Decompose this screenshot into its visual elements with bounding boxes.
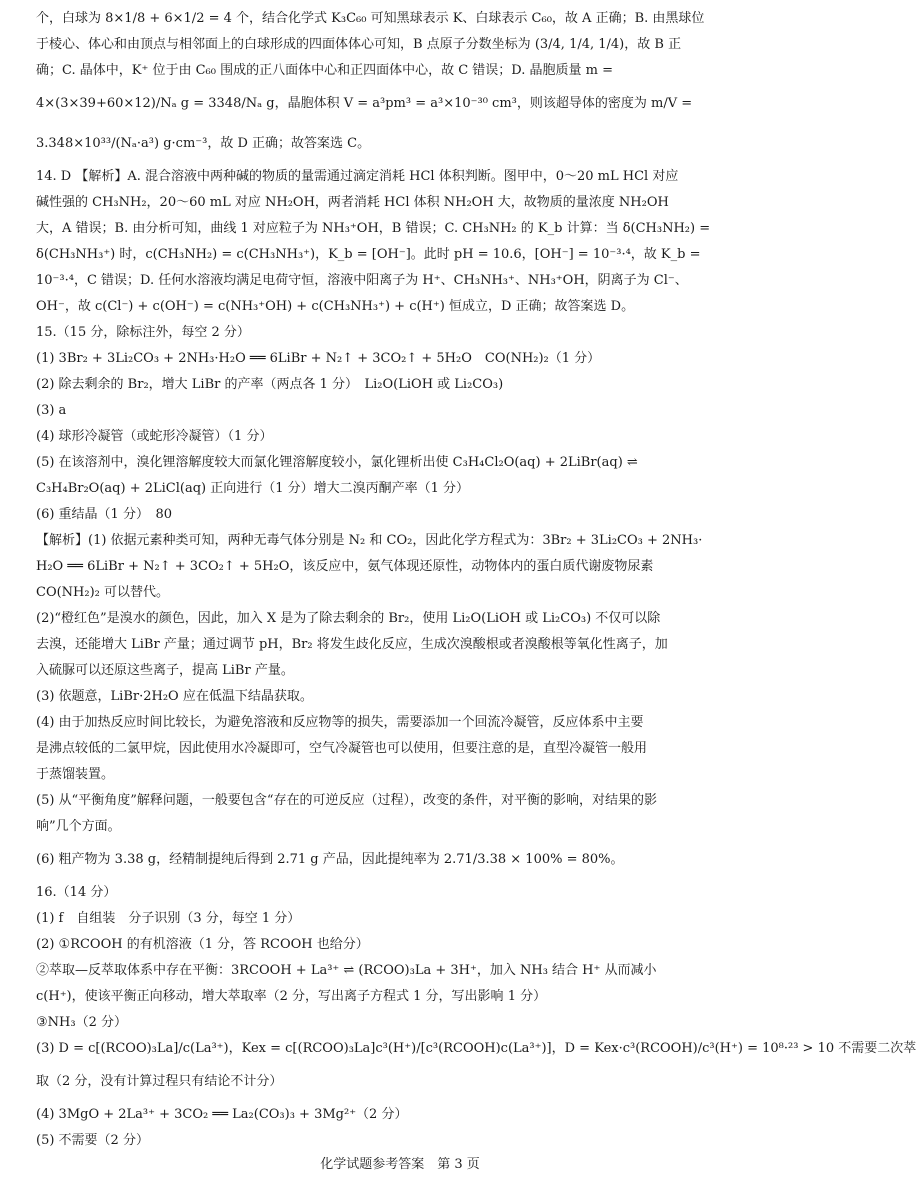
text-line: (2)“橙红色”是溴水的颜色，因此，加入 X 是为了除去剩余的 Br₂，使用 Li₂O(LiOH 或 Li₂CO₃) 不仅可以除 <box>36 611 661 626</box>
text-line: CO(NH₂)₂ 可以替代。 <box>36 585 170 600</box>
text-line: 14. D 【解析】A. 混合溶液中两种碱的物质的量需通过滴定消耗 HCl 体积判断。图甲中，0～20 mL HCl 对应 <box>36 169 679 184</box>
answer-text-block <box>36 6 916 1154</box>
text-line: (6) 重结晶（1 分） 80 <box>36 507 172 522</box>
text-line: 去溴，还能增大 LiBr 产量；通过调节 pH，Br₂ 将发生歧化反应，生成次溴酸根或者溴酸根等氧化性离子，加 <box>36 637 668 652</box>
text-line: (5) 在该溶剂中，溴化锂溶解度较大而氯化锂溶解度较小，氯化锂析出使 C₃H₄Cl₂O(aq) + 2LiBr(aq) ⇌ <box>36 455 638 470</box>
text-line: 是沸点较低的二氯甲烷，因此使用水冷凝即可，空气冷凝管也可以使用，但要注意的是，直型冷凝管一般用 <box>36 741 648 756</box>
text-line: ③NH₃（2 分） <box>36 1015 127 1030</box>
text-line: 响”几个方面。 <box>36 819 121 834</box>
text-line: (4) 由于加热反应时间比较长，为避免溶液和反应物等的损失，需要添加一个回流冷凝管，反应体系中主要 <box>36 715 644 730</box>
text-line: 【解析】(1) 依据元素种类可知，两种无毒气体分别是 N₂ 和 CO₂，因此化学方程式为：3Br₂ + 3Li₂CO₃ + 2NH₃· <box>36 533 703 548</box>
text-line: (4) 球形冷凝管（或蛇形冷凝管）（1 分） <box>36 429 273 444</box>
text-line: 大，A 错误；B. 由分析可知，曲线 1 对应粒子为 NH₃⁺OH，B 错误；C. CH₃NH₂ 的 K_b 计算：当 δ(CH₃NH₂) = <box>36 221 711 236</box>
text-line: (1) f 自组装 分子识别（3 分，每空 1 分） <box>36 911 301 926</box>
text-line: (3) a <box>36 403 67 418</box>
text-line: (2) 除去剩余的 Br₂，增大 LiBr 的产率（两点各 1 分） Li₂O(LiOH 或 Li₂CO₃) <box>36 377 504 392</box>
text-line: 取（2 分，没有计算过程只有结论不计分） <box>36 1074 283 1089</box>
text-line: 确；C. 晶体中，K⁺ 位于由 C₆₀ 围成的正八面体中心和正四面体中心，故 C 错误；D. 晶胞质量 m = <box>36 63 614 78</box>
text-line: H₂O ══ 6LiBr + N₂↑ + 3CO₂↑ + 5H₂O，该反应中，氨气体现还原性，动物体内的蛋白质代谢废物尿素 <box>36 559 654 574</box>
text-line: C₃H₄Br₂O(aq) + 2LiCl(aq) 正向进行（1 分）增大二溴丙酮产率（1 分） <box>36 481 470 496</box>
text-line: (4) 3MgO + 2La³⁺ + 3CO₂ ══ La₂(CO₃)₃ + 3Mg²⁺（2 分） <box>36 1107 408 1122</box>
text-line: (5) 从“平衡角度”解释问题，一般要包含“存在的可逆反应（过程），改变的条件，对平衡的影响，对结果的影 <box>36 793 657 808</box>
text-line: c(H⁺)，使该平衡正向移动，增大萃取率（2 分，写出离子方程式 1 分，写出影响 1 分） <box>36 989 547 1004</box>
text-line: δ(CH₃NH₃⁺) 时，c(CH₃NH₂) = c(CH₃NH₃⁺)，K_b = [OH⁻]。此时 pH = 10.6，[OH⁻] = 10⁻³·⁴，故 K_b = <box>36 247 701 262</box>
text-line: 入硫脲可以还原这些离子，提高 LiBr 产量。 <box>36 663 294 678</box>
page-footer: 化学试题参考答案 第 3 页 <box>320 1157 480 1172</box>
text-line: (3) D = c[(RCOO)₃La]/c(La³⁺)，Kex = c[(RCOO)₃La]c³(H⁺)/[c³(RCOOH)c(La³⁺)]，D = Kex·c³(RCOOH)/c³(H⁺) = 10⁸·²³ > 10 不需要二次萃 <box>36 1041 916 1056</box>
text-line: (5) 不需要（2 分） <box>36 1133 149 1148</box>
text-line: (6) 粗产物为 3.38 g，经精制提纯后得到 2.71 g 产品，因此提纯率为 2.71/3.38 × 100% = 80%。 <box>36 852 624 867</box>
text-line: 个，白球为 8×1/8 + 6×1/2 = 4 个，结合化学式 K₃C₆₀ 可知黑球表示 K、白球表示 C₆₀，故 A 正确；B. 由黑球位 <box>36 11 705 26</box>
text-line: 4×(3×39+60×12)/Nₐ g = 3348/Nₐ g，晶胞体积 V = a³pm³ = a³×10⁻³⁰ cm³，则该超导体的密度为 m/V = <box>36 96 693 111</box>
text-line: ②萃取—反萃取体系中存在平衡：3RCOOH + La³⁺ ⇌ (RCOO)₃La + 3H⁺，加入 NH₃ 结合 H⁺ 从而减小 <box>36 963 657 978</box>
text-line: 于蒸馏装置。 <box>36 767 115 782</box>
text-line: 3.348×10³³/(Nₐ·a³) g·cm⁻³，故 D 正确；故答案选 C。 <box>36 136 371 151</box>
text-line: 碱性强的 CH₃NH₂，20～60 mL 对应 NH₂OH，两者消耗 HCl 体积 NH₂OH 大，故物质的量浓度 NH₂OH <box>36 195 669 210</box>
text-line: OH⁻，故 c(Cl⁻) + c(OH⁻) = c(NH₃⁺OH) + c(CH₃NH₃⁺) + c(H⁺) 恒成立，D 正确；故答案选 D。 <box>36 299 635 314</box>
text-line: 10⁻³·⁴，C 错误；D. 任何水溶液均满足电荷守恒，溶液中阳离子为 H⁺、CH₃NH₃⁺、NH₃⁺OH，阴离子为 Cl⁻、 <box>36 273 688 288</box>
text-line: (3) 依题意，LiBr·2H₂O 应在低温下结晶获取。 <box>36 689 313 704</box>
text-line: (1) 3Br₂ + 3Li₂CO₃ + 2NH₃·H₂O ══ 6LiBr + N₂↑ + 3CO₂↑ + 5H₂O CO(NH₂)₂（1 分） <box>36 351 601 366</box>
text-line: (2) ①RCOOH 的有机溶液（1 分，答 RCOOH 也给分） <box>36 937 369 952</box>
text-line: 15.（15 分，除标注外，每空 2 分） <box>36 325 250 340</box>
text-line: 于棱心、体心和由顶点与相邻面上的白球形成的四面体体心可知，B 点原子分数坐标为 (3/4, 1/4, 1/4)，故 B 正 <box>36 37 682 52</box>
text-line: 16.（14 分） <box>36 885 117 900</box>
